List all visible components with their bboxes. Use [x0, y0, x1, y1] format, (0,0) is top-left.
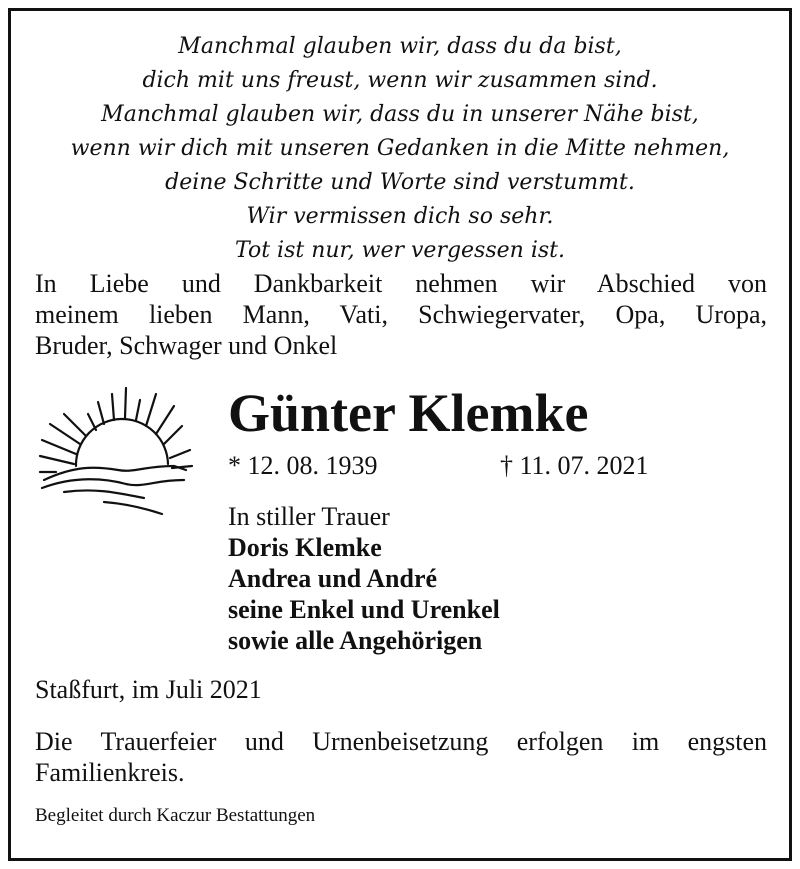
poem-line: Wir vermissen dich so sehr. [246, 204, 554, 229]
place-date: Staßfurt, im Juli 2021 [35, 675, 262, 704]
intro-text [35, 268, 767, 361]
intro-line: Bruder, Schwager und Onkel [35, 331, 338, 360]
mourner-name: seine Enkel und Urenkel [228, 595, 500, 624]
ceremony-text [35, 726, 767, 788]
sunset-over-hills-icon [34, 380, 194, 520]
ceremony-line: Die Trauerfeier und Urnenbeisetzung erfolgen im engsten [35, 727, 767, 756]
poem-line: deine Schritte und Worte sind verstummt. [165, 170, 635, 195]
mourner-name: sowie alle Angehörigen [228, 626, 483, 655]
poem-line: dich mit uns freust, wenn wir zusammen sind. [142, 68, 658, 93]
mourners-block [228, 501, 500, 656]
birth-date: * 12. 08. 1939 [228, 451, 378, 480]
poem-line: Manchmal glauben wir, dass du da bist, [178, 34, 622, 59]
mourner-name: Andrea und André [228, 564, 438, 593]
funeral-home: Begleitet durch Kaczur Bestattungen [35, 805, 316, 826]
poem-line: wenn wir dich mit unseren Gedanken in die Mitte nehmen, [70, 136, 730, 161]
ceremony-line: Familienkreis. [35, 758, 185, 787]
death-date: † 11. 07. 2021 [500, 451, 649, 480]
mourner-name: Doris Klemke [228, 533, 382, 562]
mourners-heading: In stiller Trauer [228, 502, 390, 531]
poem-line: Tot ist nur, wer vergessen ist. [235, 238, 565, 263]
poem-line: Manchmal glauben wir, dass du in unserer Nähe bist, [101, 102, 699, 127]
memorial-poem [20, 30, 780, 268]
intro-line: meinem lieben Mann, Vati, Schwiegervater, Opa, Uropa, [35, 300, 767, 329]
intro-line: In Liebe und Dankbarkeit nehmen wir Abschied von [35, 269, 767, 298]
deceased-name: Günter Klemke [228, 383, 589, 443]
